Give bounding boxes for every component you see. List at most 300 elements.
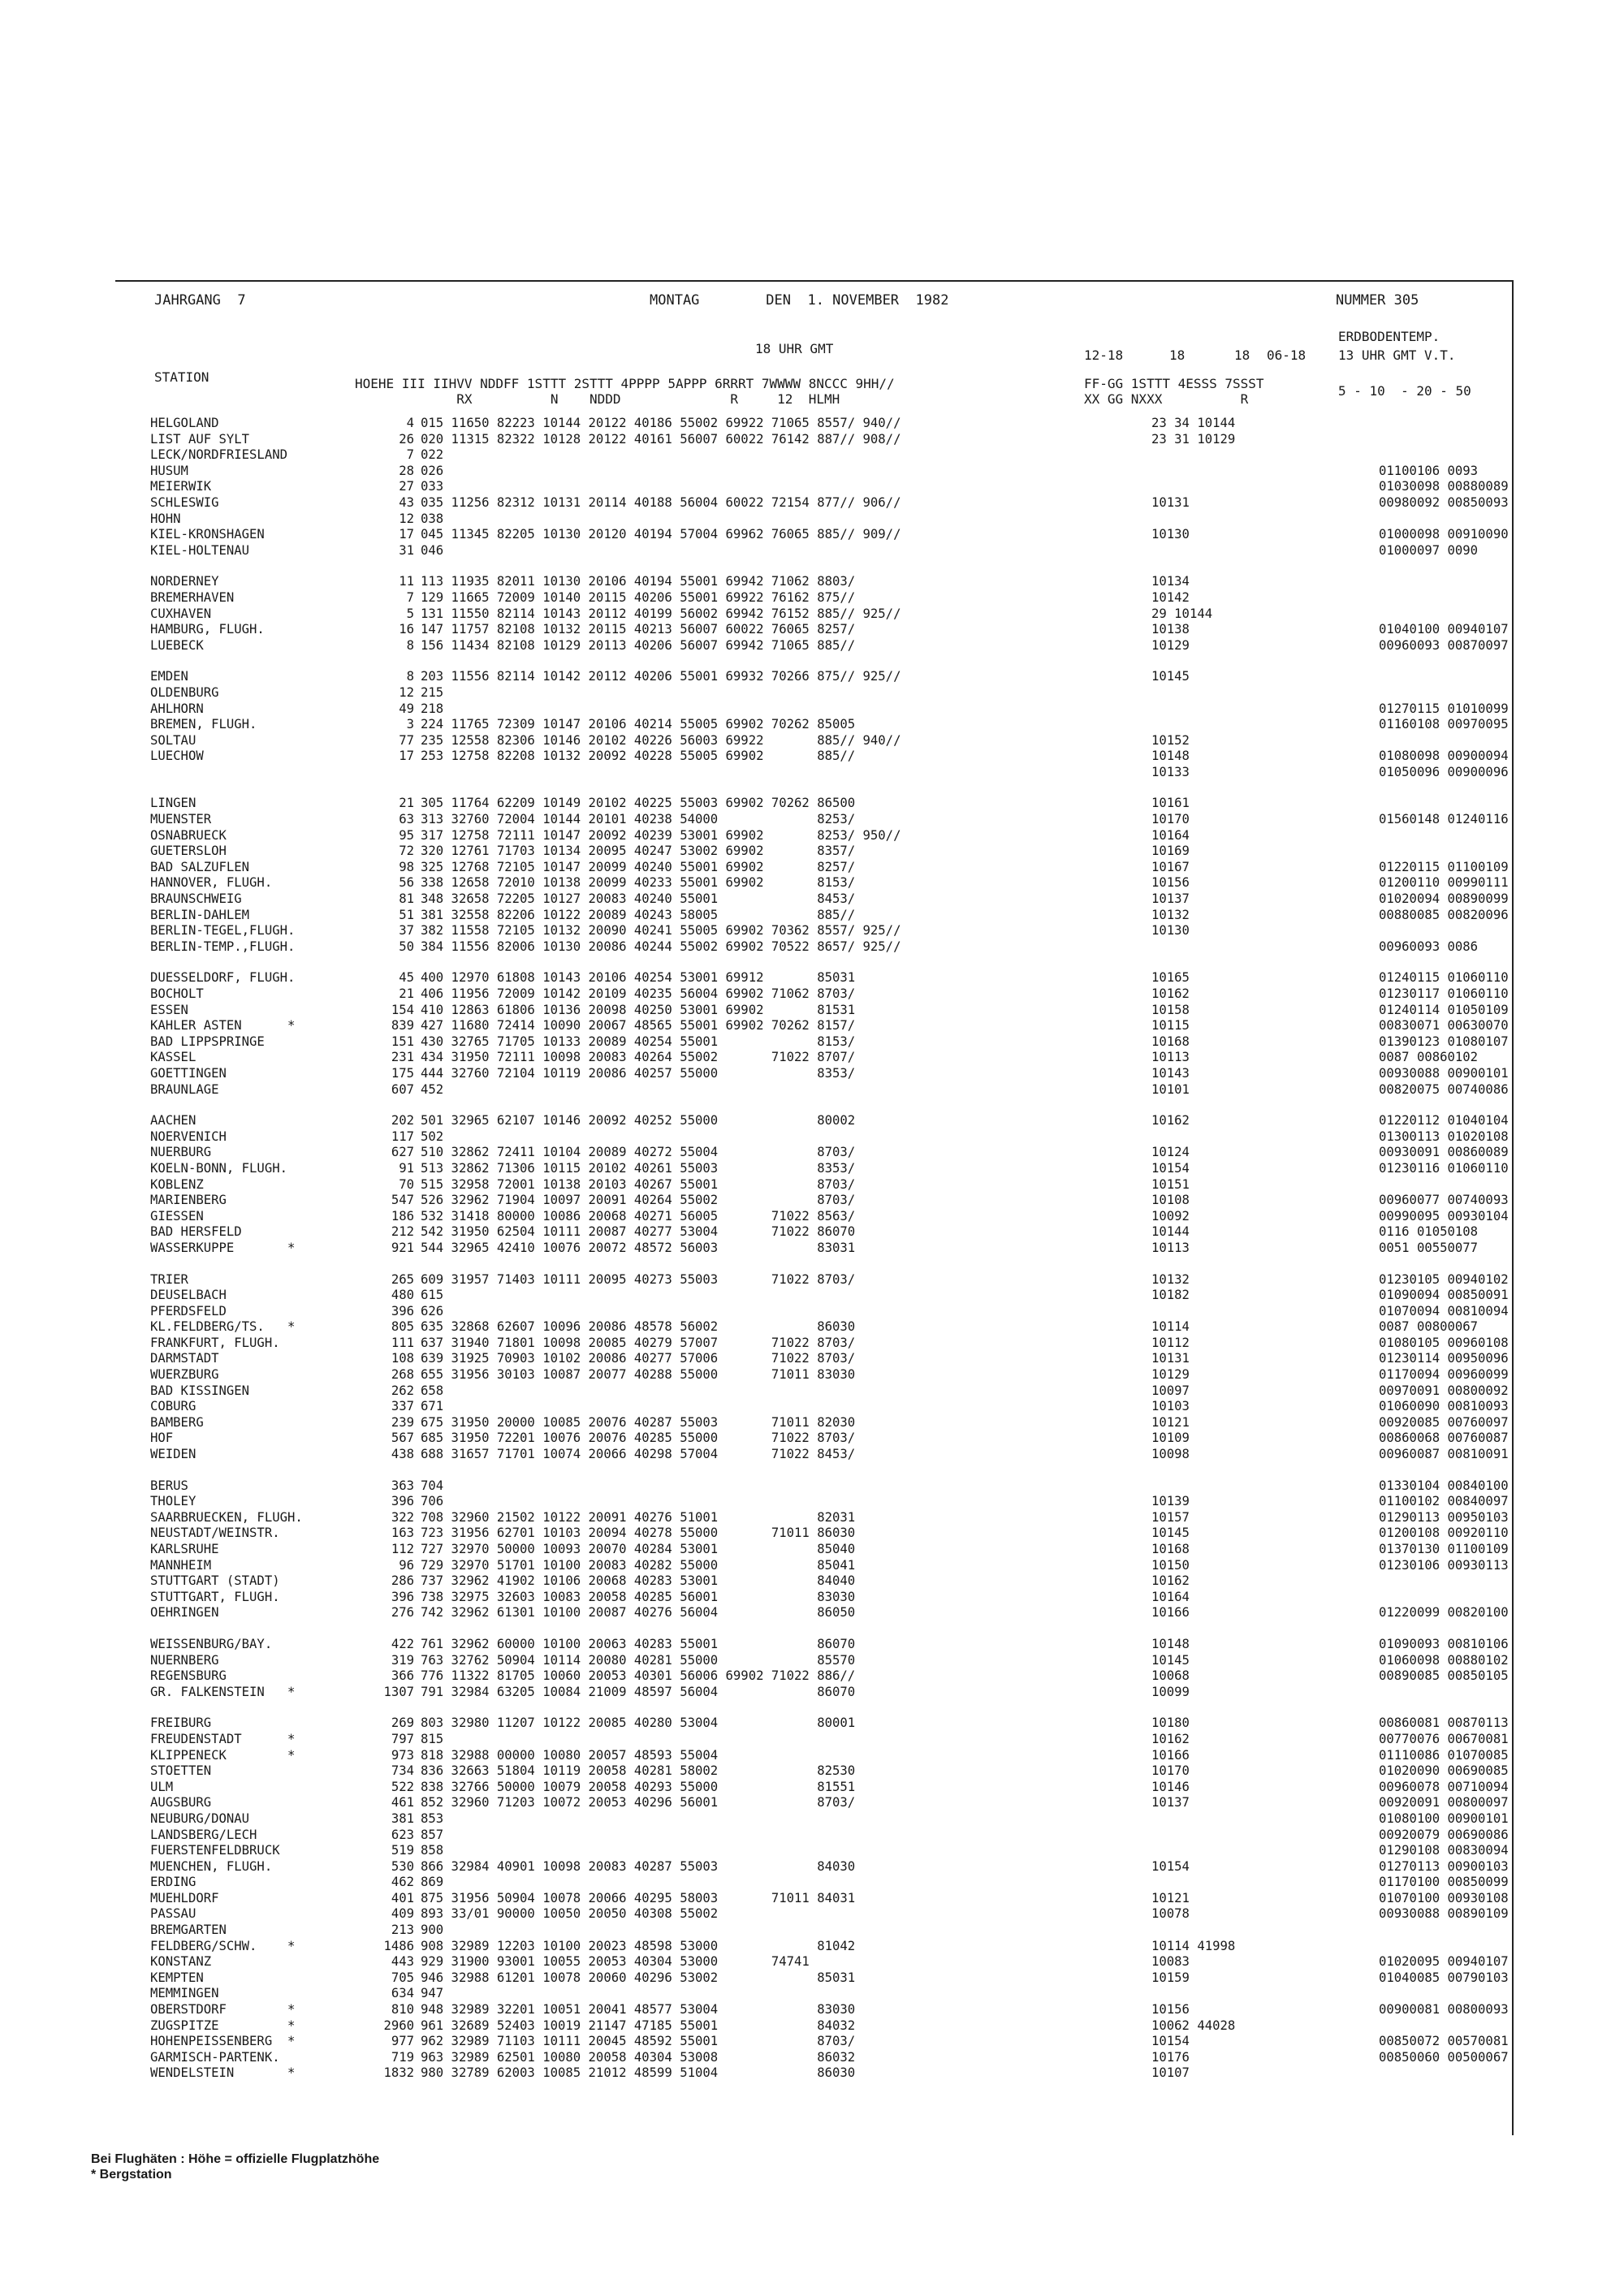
station-name: KONSTANZ bbox=[150, 1954, 212, 1970]
observation-groups: 947 bbox=[421, 1986, 444, 2001]
station-height: 51 bbox=[399, 907, 414, 922]
station-name: BAD LIPPSPRINGE bbox=[150, 1034, 265, 1049]
station-name: DEUSELBACH bbox=[150, 1288, 227, 1303]
max-min-groups bbox=[1151, 511, 1379, 528]
table-row bbox=[150, 1573, 1574, 1590]
station-name: REGENSBURG bbox=[150, 1668, 227, 1684]
observation-groups: 776 11322 81705 10060 20053 40301 56006 69902 71022 886// bbox=[421, 1668, 856, 1684]
soil-temperatures: 01020094 00890099 bbox=[1379, 891, 1509, 907]
station-height: 21 bbox=[399, 986, 414, 1001]
max-min-groups: 10162 bbox=[1151, 1113, 1190, 1129]
table-row bbox=[150, 1558, 1574, 1574]
station-height: 366 bbox=[391, 1668, 414, 1684]
station-height: 2960 bbox=[383, 2018, 414, 2033]
station-height: 8 bbox=[406, 669, 414, 684]
observation-groups: 218 bbox=[421, 701, 444, 716]
table-row bbox=[150, 1526, 1574, 1542]
station-height: 17 bbox=[399, 527, 414, 542]
soil-temperatures: 01160108 00970095 bbox=[1379, 717, 1509, 732]
max-min-groups: 10121 bbox=[1151, 1890, 1190, 1905]
col-18a: 18 bbox=[1169, 347, 1186, 363]
station-name: OEHRINGEN bbox=[150, 1605, 219, 1621]
station-height: 797 bbox=[391, 1731, 414, 1746]
table-row bbox=[150, 1970, 1574, 1987]
table-row bbox=[150, 638, 1574, 654]
station-name: LUECHOW bbox=[150, 749, 204, 764]
station-name: BAD KISSINGEN bbox=[150, 1383, 250, 1398]
station-name: MARIENBERG bbox=[150, 1193, 227, 1208]
station-name: AHLHORN bbox=[150, 701, 204, 716]
station-height: 276 bbox=[391, 1605, 414, 1621]
station-name: SOLTAU bbox=[150, 732, 197, 748]
table-row bbox=[150, 923, 1574, 939]
station-name: DUESSELDORF, FLUGH. bbox=[150, 970, 296, 986]
station-height: 70 bbox=[399, 1176, 414, 1192]
station-height: 28 bbox=[399, 463, 414, 478]
max-min-groups: 10130 bbox=[1151, 923, 1190, 939]
max-min-groups: 10142 bbox=[1151, 589, 1190, 605]
columns-right1: FF-GG 1STTT 4ESSS 7SSST bbox=[1084, 376, 1264, 391]
station-name: LUEBECK bbox=[150, 637, 204, 653]
observation-groups: 026 bbox=[421, 463, 444, 478]
table-row bbox=[150, 1082, 1574, 1098]
soil-temperatures bbox=[1379, 590, 1574, 606]
observation-groups: 526 32962 71904 10097 20091 40264 55002 8703/ bbox=[421, 1193, 856, 1208]
col-12-18: 12-18 bbox=[1084, 347, 1124, 363]
table-row bbox=[150, 844, 1574, 860]
table-row bbox=[150, 1653, 1574, 1669]
observation-groups: 708 32960 21502 10122 20091 40276 51001 82031 bbox=[421, 1509, 856, 1525]
soil-temperatures: 0087 00800067 bbox=[1379, 1319, 1479, 1335]
table-row bbox=[150, 479, 1574, 495]
max-min-groups: 10129 bbox=[1151, 637, 1190, 653]
observation-groups: 900 bbox=[421, 1923, 444, 1938]
soil-temperatures: 01200110 00990111 bbox=[1379, 875, 1509, 891]
observation-groups: 406 11956 72009 10142 20109 40235 56004 69902 71062 8703/ bbox=[421, 986, 856, 1001]
station-name: ULM bbox=[150, 1779, 174, 1794]
table-row bbox=[150, 733, 1574, 749]
station-height: 623 bbox=[391, 1827, 414, 1842]
station-height: 163 bbox=[391, 1526, 414, 1541]
station-height: 186 bbox=[391, 1208, 414, 1224]
observation-groups: 305 11764 62209 10149 20102 40225 55003 69902 70262 86500 bbox=[421, 796, 856, 811]
station-name: BOCHOLT bbox=[150, 986, 204, 1001]
max-min-groups: 10134 bbox=[1151, 574, 1190, 589]
soil-temperatures: 01100102 00840097 bbox=[1379, 1494, 1509, 1509]
station-height: 839 bbox=[391, 1018, 414, 1034]
station-height: 37 bbox=[399, 923, 414, 939]
station-table bbox=[150, 416, 1574, 2082]
max-min-groups: 10101 bbox=[1151, 1081, 1190, 1097]
station-name: WENDELSTEIN * bbox=[150, 2065, 296, 2081]
max-min-groups bbox=[1151, 1129, 1379, 1146]
max-min-groups: 10151 bbox=[1151, 1176, 1190, 1192]
soil-temperatures: 00930088 00890109 bbox=[1379, 1906, 1509, 1922]
soil-temperatures: 00820075 00740086 bbox=[1379, 1081, 1509, 1097]
max-min-groups: 10113 bbox=[1151, 1240, 1190, 1255]
station-height: 627 bbox=[391, 1145, 414, 1160]
soil-temperatures bbox=[1379, 511, 1574, 528]
max-min-groups: 10157 bbox=[1151, 1509, 1190, 1525]
station-height: 805 bbox=[391, 1319, 414, 1335]
station-name: PFERDSFELD bbox=[150, 1303, 227, 1318]
table-row bbox=[150, 1637, 1574, 1653]
observation-groups: 704 bbox=[421, 1478, 444, 1493]
max-min-groups: 10145 bbox=[1151, 1652, 1190, 1668]
station-name: BREMGARTEN bbox=[150, 1923, 227, 1938]
table-row bbox=[150, 574, 1574, 590]
max-min-groups bbox=[1151, 1875, 1379, 1891]
table-row bbox=[150, 701, 1574, 718]
observation-groups: 452 bbox=[421, 1081, 444, 1097]
station-height: 705 bbox=[391, 1970, 414, 1985]
columns-right2: XX GG NXXX R bbox=[1084, 391, 1249, 407]
soil-temperatures: 01070094 00810094 bbox=[1379, 1303, 1509, 1318]
station-name: KOBLENZ bbox=[150, 1176, 204, 1192]
station-height: 31 bbox=[399, 542, 414, 558]
station-name: MEIERWIK bbox=[150, 479, 212, 494]
max-min-groups bbox=[1151, 1811, 1379, 1828]
station-name: WEISSENBURG/BAY. bbox=[150, 1636, 273, 1651]
table-row bbox=[150, 447, 1574, 464]
station-height: 98 bbox=[399, 859, 414, 874]
observation-groups: 929 31900 93001 10055 20053 40304 53000 74741 bbox=[421, 1954, 810, 1970]
observation-groups: 961 32689 52403 10019 21147 47185 55001 84032 bbox=[421, 2018, 856, 2033]
observation-groups: 866 32984 40901 10098 20083 40287 55003 84030 bbox=[421, 1858, 856, 1874]
max-min-groups: 10132 bbox=[1151, 1271, 1190, 1287]
group-spacer bbox=[150, 1463, 1574, 1478]
max-min-groups bbox=[1151, 701, 1379, 718]
observation-groups: 338 12658 72010 10138 20099 40233 55001 69902 8153/ bbox=[421, 875, 856, 891]
max-min-groups: 10132 bbox=[1151, 907, 1190, 922]
table-row bbox=[150, 1494, 1574, 1510]
max-min-groups: 10138 bbox=[1151, 622, 1190, 637]
station-name: HANNOVER, FLUGH. bbox=[150, 875, 273, 891]
soil-temperatures bbox=[1379, 1573, 1574, 1590]
observation-groups: 544 32965 42410 10076 20072 48572 56003 83031 bbox=[421, 1240, 856, 1255]
station-height: 461 bbox=[391, 1795, 414, 1810]
soil-temperatures: 01270113 00900103 bbox=[1379, 1858, 1509, 1874]
station-height: 977 bbox=[391, 2034, 414, 2049]
group-spacer bbox=[150, 1700, 1574, 1716]
station-name: NUERBURG bbox=[150, 1145, 212, 1160]
max-min-groups: 10092 bbox=[1151, 1208, 1190, 1224]
soil-temperatures: 01230116 01060110 bbox=[1379, 1160, 1509, 1176]
table-row bbox=[150, 1891, 1574, 1907]
table-row bbox=[150, 1003, 1574, 1019]
station-height: 17 bbox=[399, 749, 414, 764]
observation-groups: 532 31418 80000 10086 20068 40271 56005 71022 8563/ bbox=[421, 1208, 856, 1224]
soil-temperatures: 01240115 01060110 bbox=[1379, 970, 1509, 986]
max-min-groups: 10164 bbox=[1151, 1589, 1190, 1604]
station-name: KAHLER ASTEN * bbox=[150, 1018, 296, 1034]
columns-row1: HOEHE III IIHVV NDDFF 1STTT 2STTT 4PPPP 5APPP 6RRRT 7WWWW 8NCCC 9HH// bbox=[355, 376, 895, 391]
max-min-groups bbox=[1151, 1923, 1379, 1939]
station-name: STOETTEN bbox=[150, 1763, 212, 1779]
max-min-groups: 10168 bbox=[1151, 1542, 1190, 1556]
station-height: 49 bbox=[399, 701, 414, 716]
soil-temperatures: 00890085 00850105 bbox=[1379, 1668, 1509, 1684]
observation-groups: 763 32762 50904 10114 20080 40281 55000 85570 bbox=[421, 1652, 856, 1668]
soil-temperatures bbox=[1379, 1986, 1574, 2002]
station-name: AUGSBURG bbox=[150, 1795, 212, 1810]
station-height: 409 bbox=[391, 1906, 414, 1922]
station-height: 363 bbox=[391, 1478, 414, 1493]
table-row bbox=[150, 432, 1574, 448]
observation-groups: 203 11556 82114 10142 20112 40206 55001 69932 70266 875// 925// bbox=[421, 669, 901, 684]
observation-groups: 635 32868 62607 10096 20086 48578 56002 86030 bbox=[421, 1319, 856, 1335]
station-name: HOF bbox=[150, 1431, 174, 1446]
max-min-groups: 10097 bbox=[1151, 1383, 1190, 1398]
table-row bbox=[150, 416, 1574, 432]
table-row bbox=[150, 1066, 1574, 1082]
station-name: WEIDEN bbox=[150, 1447, 197, 1462]
observation-groups: 325 12768 72105 10147 20099 40240 55001 69902 8257/ bbox=[421, 859, 856, 874]
observation-groups: 626 bbox=[421, 1303, 444, 1318]
soil-temperatures bbox=[1379, 2065, 1574, 2082]
station-height: 522 bbox=[391, 1779, 414, 1794]
station-label: STATION bbox=[154, 369, 209, 385]
table-row bbox=[150, 1224, 1574, 1241]
observation-groups: 427 11680 72414 10090 20067 48565 55001 69902 70262 8157/ bbox=[421, 1018, 856, 1034]
soil-temperatures: 01020090 00690085 bbox=[1379, 1763, 1509, 1779]
station-name: BRAUNLAGE bbox=[150, 1081, 219, 1097]
station-name: GARMISCH-PARTENK. bbox=[150, 2049, 280, 2065]
max-min-groups: 10156 bbox=[1151, 875, 1190, 891]
max-min-groups: 10143 bbox=[1151, 1065, 1190, 1081]
station-height: 396 bbox=[391, 1303, 414, 1318]
max-min-groups: 10159 bbox=[1151, 1970, 1190, 1985]
station-height: 269 bbox=[391, 1716, 414, 1731]
soil-temperatures: 01330104 00840100 bbox=[1379, 1478, 1509, 1493]
table-row bbox=[150, 1478, 1574, 1495]
station-name: HOHENPEISSENBERG * bbox=[150, 2034, 296, 2049]
station-name: FUERSTENFELDBRUCK bbox=[150, 1843, 280, 1858]
max-min-groups: 10124 bbox=[1151, 1145, 1190, 1160]
soil-temperatures bbox=[1379, 447, 1574, 464]
columns-row2: RX N NDDD R 12 HLMH bbox=[355, 391, 840, 407]
station-height: 50 bbox=[399, 939, 414, 954]
soil-temperatures bbox=[1379, 574, 1574, 590]
station-name: FREIBURG bbox=[150, 1716, 212, 1731]
soil-temperatures: 01000097 0090 bbox=[1379, 542, 1479, 558]
soil-temperatures: 00980092 00850093 bbox=[1379, 494, 1509, 510]
soil-depths: 5 - 10 - 20 - 50 bbox=[1338, 383, 1471, 399]
group-spacer bbox=[150, 955, 1574, 970]
soil-temperatures bbox=[1379, 606, 1574, 623]
table-row bbox=[150, 1668, 1574, 1685]
station-name: AACHEN bbox=[150, 1113, 197, 1129]
observation-groups: 908 32989 12203 10100 20023 48598 53000 81042 bbox=[421, 1938, 856, 1953]
max-min-groups bbox=[1151, 447, 1379, 464]
soil-temperatures: 01040085 00790103 bbox=[1379, 1970, 1509, 1985]
table-row bbox=[150, 1590, 1574, 1606]
group-spacer bbox=[150, 1621, 1574, 1637]
table-row bbox=[150, 511, 1574, 528]
observation-groups: 046 bbox=[421, 542, 444, 558]
table-row bbox=[150, 1367, 1574, 1383]
table-row bbox=[150, 1716, 1574, 1732]
group-spacer bbox=[150, 1098, 1574, 1113]
station-height: 5 bbox=[406, 606, 414, 621]
table-row bbox=[150, 812, 1574, 828]
soil-temperatures: 00770076 00670081 bbox=[1379, 1731, 1509, 1746]
station-height: 438 bbox=[391, 1447, 414, 1462]
observation-groups: 980 32789 62003 10085 21012 48599 51004 86030 bbox=[421, 2065, 856, 2081]
observation-groups: 609 31957 71403 10111 20095 40273 55003 71022 8703/ bbox=[421, 1271, 856, 1287]
table-row bbox=[150, 2065, 1574, 2082]
table-row bbox=[150, 1986, 1574, 2002]
max-min-groups: 10154 bbox=[1151, 1858, 1190, 1874]
max-min-groups: 10156 bbox=[1151, 2002, 1190, 2018]
soil-temperatures: 00860068 00760087 bbox=[1379, 1431, 1509, 1446]
observation-groups: 838 32766 50000 10079 20058 40293 55000 81551 bbox=[421, 1779, 856, 1794]
station-height: 337 bbox=[391, 1399, 414, 1414]
max-min-groups: 10146 bbox=[1151, 1779, 1190, 1794]
max-min-groups: 10154 bbox=[1151, 2034, 1190, 2049]
observation-groups: 853 bbox=[421, 1810, 444, 1826]
table-row bbox=[150, 1431, 1574, 1447]
station-height: 1486 bbox=[383, 1938, 414, 1953]
table-row bbox=[150, 1732, 1574, 1748]
station-name: THOLEY bbox=[150, 1494, 197, 1509]
soil-temperatures bbox=[1379, 733, 1574, 749]
station-name: NOERVENICH bbox=[150, 1129, 227, 1144]
group-spacer bbox=[150, 780, 1574, 796]
station-name: BAD SALZUFLEN bbox=[150, 859, 250, 874]
soil-temperatures: 01200108 00920110 bbox=[1379, 1526, 1509, 1541]
station-name: BREMERHAVEN bbox=[150, 589, 235, 605]
max-min-groups: 10166 bbox=[1151, 1747, 1190, 1763]
observation-groups: 131 11550 82114 10143 20112 40199 56002 69942 76152 885// 925// bbox=[421, 606, 901, 621]
station-name: MEMMINGEN bbox=[150, 1986, 219, 2001]
table-row bbox=[150, 1034, 1574, 1051]
station-height: 95 bbox=[399, 827, 414, 843]
table-row bbox=[150, 891, 1574, 908]
table-row bbox=[150, 1018, 1574, 1034]
station-name: ERDING bbox=[150, 1875, 197, 1890]
soil-temperatures: 00960078 00710094 bbox=[1379, 1779, 1509, 1794]
station-name: NUERNBERG bbox=[150, 1652, 219, 1668]
station-name: WUERZBURG bbox=[150, 1367, 219, 1383]
table-row bbox=[150, 1161, 1574, 1177]
soil-temperatures bbox=[1379, 1939, 1574, 1955]
table-row bbox=[150, 1177, 1574, 1193]
max-min-groups: 10152 bbox=[1151, 732, 1190, 748]
observation-groups: 615 bbox=[421, 1288, 444, 1303]
observation-groups: 045 11345 82205 10130 20120 40194 57004 69962 76065 885// 909// bbox=[421, 527, 901, 542]
table-row bbox=[150, 1795, 1574, 1811]
soil-temperatures: 00960093 00870097 bbox=[1379, 637, 1509, 653]
station-name: KASSEL bbox=[150, 1050, 197, 1065]
table-row bbox=[150, 1145, 1574, 1161]
observation-groups: 317 12758 72111 10147 20092 40239 53001 69902 8253/ 950// bbox=[421, 827, 901, 843]
station-height: 16 bbox=[399, 622, 414, 637]
soil-temperatures: 00900081 00800093 bbox=[1379, 2002, 1509, 2018]
soil-temperatures: 01080098 00900094 bbox=[1379, 749, 1509, 764]
station-name: FREUDENSTADT * bbox=[150, 1731, 296, 1746]
table-row bbox=[150, 1843, 1574, 1859]
soil-temperatures bbox=[1379, 669, 1574, 685]
soil-temperatures: 01000098 00910090 bbox=[1379, 527, 1509, 542]
observation-groups: 513 32862 71306 10115 20102 40261 55003 8353/ bbox=[421, 1160, 856, 1176]
table-row bbox=[150, 495, 1574, 511]
max-min-groups: 10112 bbox=[1151, 1335, 1190, 1350]
station-height: 111 bbox=[391, 1335, 414, 1350]
station-name: OBERSTDORF * bbox=[150, 2002, 296, 2018]
max-min-groups: 10164 bbox=[1151, 827, 1190, 843]
station-height: 1307 bbox=[383, 1684, 414, 1699]
station-height: 8 bbox=[406, 637, 414, 653]
station-height: 27 bbox=[399, 479, 414, 494]
station-name: BAMBERG bbox=[150, 1414, 204, 1430]
max-min-groups: 10129 bbox=[1151, 1367, 1190, 1383]
station-height: 154 bbox=[391, 1002, 414, 1017]
observation-groups: 946 32988 61201 10078 20060 40296 53002 85031 bbox=[421, 1970, 856, 1985]
table-row bbox=[150, 1319, 1574, 1336]
soil-temperatures bbox=[1379, 844, 1574, 860]
soil-temperatures: 01090093 00810106 bbox=[1379, 1636, 1509, 1651]
soil-temperatures bbox=[1379, 1590, 1574, 1606]
station-name: STUTTGART, FLUGH. bbox=[150, 1589, 280, 1604]
soil-temperatures: 00920091 00800097 bbox=[1379, 1795, 1509, 1810]
soil-temperatures: 01090094 00850091 bbox=[1379, 1288, 1509, 1303]
station-name: KIEL-HOLTENAU bbox=[150, 542, 250, 558]
soil-temperatures: 00880085 00820096 bbox=[1379, 907, 1509, 922]
observation-groups: 858 bbox=[421, 1843, 444, 1858]
station-name: GR. FALKENSTEIN * bbox=[150, 1684, 296, 1699]
max-min-groups: 10121 bbox=[1151, 1414, 1190, 1430]
max-min-groups bbox=[1151, 685, 1379, 701]
max-min-groups bbox=[1151, 1986, 1379, 2002]
table-row bbox=[150, 543, 1574, 559]
max-min-groups: 10182 bbox=[1151, 1288, 1190, 1303]
table-row bbox=[150, 1510, 1574, 1526]
station-name: KLIPPENECK * bbox=[150, 1747, 296, 1763]
report-number: NUMMER 305 bbox=[1336, 292, 1419, 309]
observation-groups: 235 12558 82306 10146 20102 40226 56003 69922 885// 940// bbox=[421, 732, 901, 748]
station-height: 480 bbox=[391, 1288, 414, 1303]
station-name: MUENCHEN, FLUGH. bbox=[150, 1858, 273, 1874]
station-height: 175 bbox=[391, 1065, 414, 1081]
station-height: 262 bbox=[391, 1383, 414, 1398]
soil-temperatures: 01040100 00940107 bbox=[1379, 622, 1509, 637]
soil-temperatures: 01230106 00930113 bbox=[1379, 1557, 1509, 1573]
max-min-groups bbox=[1151, 1478, 1379, 1495]
table-row bbox=[150, 1383, 1574, 1400]
max-min-groups: 10158 bbox=[1151, 1002, 1190, 1017]
observation-groups: 639 31925 70903 10102 20086 40277 57006 71022 8703/ bbox=[421, 1351, 856, 1366]
soil-temperatures: 0116 01050108 bbox=[1379, 1224, 1479, 1240]
table-row bbox=[150, 1351, 1574, 1367]
soil-temperatures bbox=[1379, 1923, 1574, 1939]
station-height: 921 bbox=[391, 1240, 414, 1255]
table-row bbox=[150, 1241, 1574, 1257]
station-name: BERLIN-DAHLEM bbox=[150, 907, 250, 922]
soil-temperatures: 01060090 00810093 bbox=[1379, 1399, 1509, 1414]
soil-temperatures bbox=[1379, 432, 1574, 448]
table-row bbox=[150, 1193, 1574, 1209]
station-height: 7 bbox=[406, 589, 414, 605]
table-row bbox=[150, 1685, 1574, 1701]
table-row bbox=[150, 1763, 1574, 1780]
group-spacer bbox=[150, 654, 1574, 669]
soil-temperatures: 01230117 01060110 bbox=[1379, 986, 1509, 1001]
table-row bbox=[150, 1272, 1574, 1288]
table-row bbox=[150, 606, 1574, 623]
station-height: 401 bbox=[391, 1890, 414, 1905]
soil-temperatures: 01170094 00960099 bbox=[1379, 1367, 1509, 1383]
